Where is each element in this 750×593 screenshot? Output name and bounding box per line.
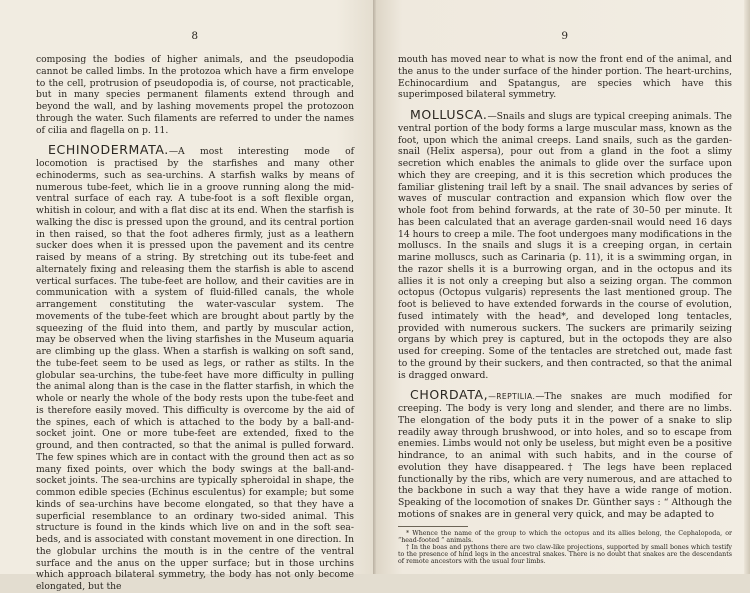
section-heading: ECHINODERMATA.: [48, 142, 169, 158]
right-page: [376, 0, 750, 574]
footnote-rule: [398, 526, 468, 527]
section-heading: CHORDATA,: [410, 387, 489, 403]
footnote: * Whence the name of the group to which the octopus and its allies belong, the Cephalopoda, or “head-footed ” animals.: [398, 529, 732, 544]
intro-paragraph: mouth has moved near to what is now the front end of the animal, and the anus to the under surface of the hinder portion. The heart-urchins, Echinocardium and Spatangus, are species which have this superimposed bilateral symmetry.: [398, 54, 732, 101]
section-body: —A most interesting mode of locomotion is practised by the starfishes and many other echinoderms, such as sea-urchins. A starfish walks by means of numerous tube-feet, which lie in a groove running along the mid-ventral surface of each ray. A tube-foot is a soft flexible organ, whitish in colour, and with a flat disc at its end. When the starfish is walking the disc is pressed upon the ground, and its central portion in then raised, so that the foot adheres firmly, just as a leathern sucker does when it is pressed upon the pavement and its centre raised by means of a string. By stretching out its tube-feet and alternately fixing and releasing them the starfish is able to ascend vertical surfaces. The tube-feet are hollow, and their cavities are in communication with a system of fluid-filled canals, the whole arrangement constituting the water-vascular system. The movements of the tube-feet which are brought about partly by the squeezing of the fluid into them, and partly by muscular action, may be observed when the living starfishes in the Museum aquaria are climbing up the glass. When a starfish is walking on soft sand, the tube-feet seem to be used as legs, or rather as stilts. In the globular sea-urchins, the tube-feet have more difficulty in pulling the animal along than is the case in the flatter starfish, in which the whole or nearly the whole of the body rests upon the tube-feet and is therefore easily moved. This difficulty is overcome by the aid of the spines, each of which is attached to the body by a ball-and-socket joint. One or more tube-feet are extended, fixed to the ground, and then contracted, so that the animal is pulled forward. The few spines which are in contact with the ground then act as so many fixed points, over which the body swings at the ball-and-socket joints. The sea-urchins are typically spheroidal in shape, the common edible species (Echinus esculentus) for example; but some kinds of sea-urchins have become elongated, so that they have a superficial resemblance to an ordinary two-sided animal. This structure is found in the kinds which live on and in the soft sea-beds, and is associated with constant movement in one direction. In the globular urchins the mouth is in the centre of the ventral surface and the anus on the upper surface; but in those urchins which approach bilateral symmetry, the body has not only become elongated, but the: [36, 146, 354, 592]
mollusca-section: [398, 109, 732, 381]
left-page: [0, 0, 374, 592]
page-number: 9: [561, 30, 569, 42]
section-body: —Snails and slugs are typical creeping animals. The ventral portion of the body forms a large muscular mass, known as the foot, upon which the animal creeps. Land snails, such as the garden-snail (Helix aspersa), pour out from a gland in the foot a slimy secretion which enables the animals to glide over the surface upon which they are creeping, and it is this secretion which produces the familiar glistening trail left by a snail. The snail advances by series of waves of muscular contraction and expansion which flow over the whole foot from behind forwards, at the rate of 30–50 per minute. It has been calculated that an average garden-snail would need 16 days 14 hours to creep a mile. The foot undergoes many modifications in the molluscs. In the snails and slugs it is a creeping organ, in certain marine molluscs, such as Carinaria (p. 11), it is a swimming organ, in the razor shells it is a burrowing organ, and in the octopus and its allies it is not only a creeping but also a seizing organ. The common octopus (Octopus vulgaris) represents the last mentioned group. The foot is believed to have extended forwards in the course of evolution, fused intimately with the head*, and developed long tentacles, provided with numerous suckers. The suckers are primarily seizing organs by which prey is captured, but in the octopods they are also used for creeping. Some of the tentacles are stretched out, made fast to the ground by their suckers, and then contracted, so that the animal is dragged onward.: [398, 111, 732, 381]
footnote: † In the boas and pythons there are two claw-like projections, supported by small bones which testify to the presence of hind legs in the ancestral snakes. There is no doubt that snakes are the descendants of remote ancestors with the usual four limbs.: [398, 543, 732, 566]
page-number: 8: [191, 30, 199, 42]
page-edge: [744, 0, 750, 574]
intro-paragraph: composing the bodies of higher animals, and the pseudopodia cannot be called limbs. In the protozoa which have a firm envelope to the cell, protrusion of pseudopodia is, of course, not practicable, but in many species permanent filaments extend through and beyond the wall, and by lashing movements propel the protozoon through the water. Such filaments are referred to under the names of cilia and flagella on p. 11.: [36, 54, 354, 136]
echinodermata-section: [36, 144, 354, 593]
chordata-section: [398, 389, 732, 520]
section-heading: MOLLUSCA.: [410, 107, 488, 122]
section-subheading: —REPTILIA.: [488, 392, 536, 402]
section-body: —The snakes are much modified for creeping. The body is very long and slender, and there are no limbs. The elongation of the body puts it in the power of a snake to slip readily away through brushwood, or into holes, and so to escape from enemies. Limbs would not only be useless, but might even be a positive hindrance, to an animal with such habits, and in the course of evolution they have disappeared.† The legs have been replaced functionally by the ribs, which are very numerous, and are attached to the backbone in such a way that they have a wide range of motion. Speaking of the locomotion of snakes Dr. Günther says : “ Although the motions of snakes are in general very quick, and may be adapted to: [398, 391, 732, 520]
